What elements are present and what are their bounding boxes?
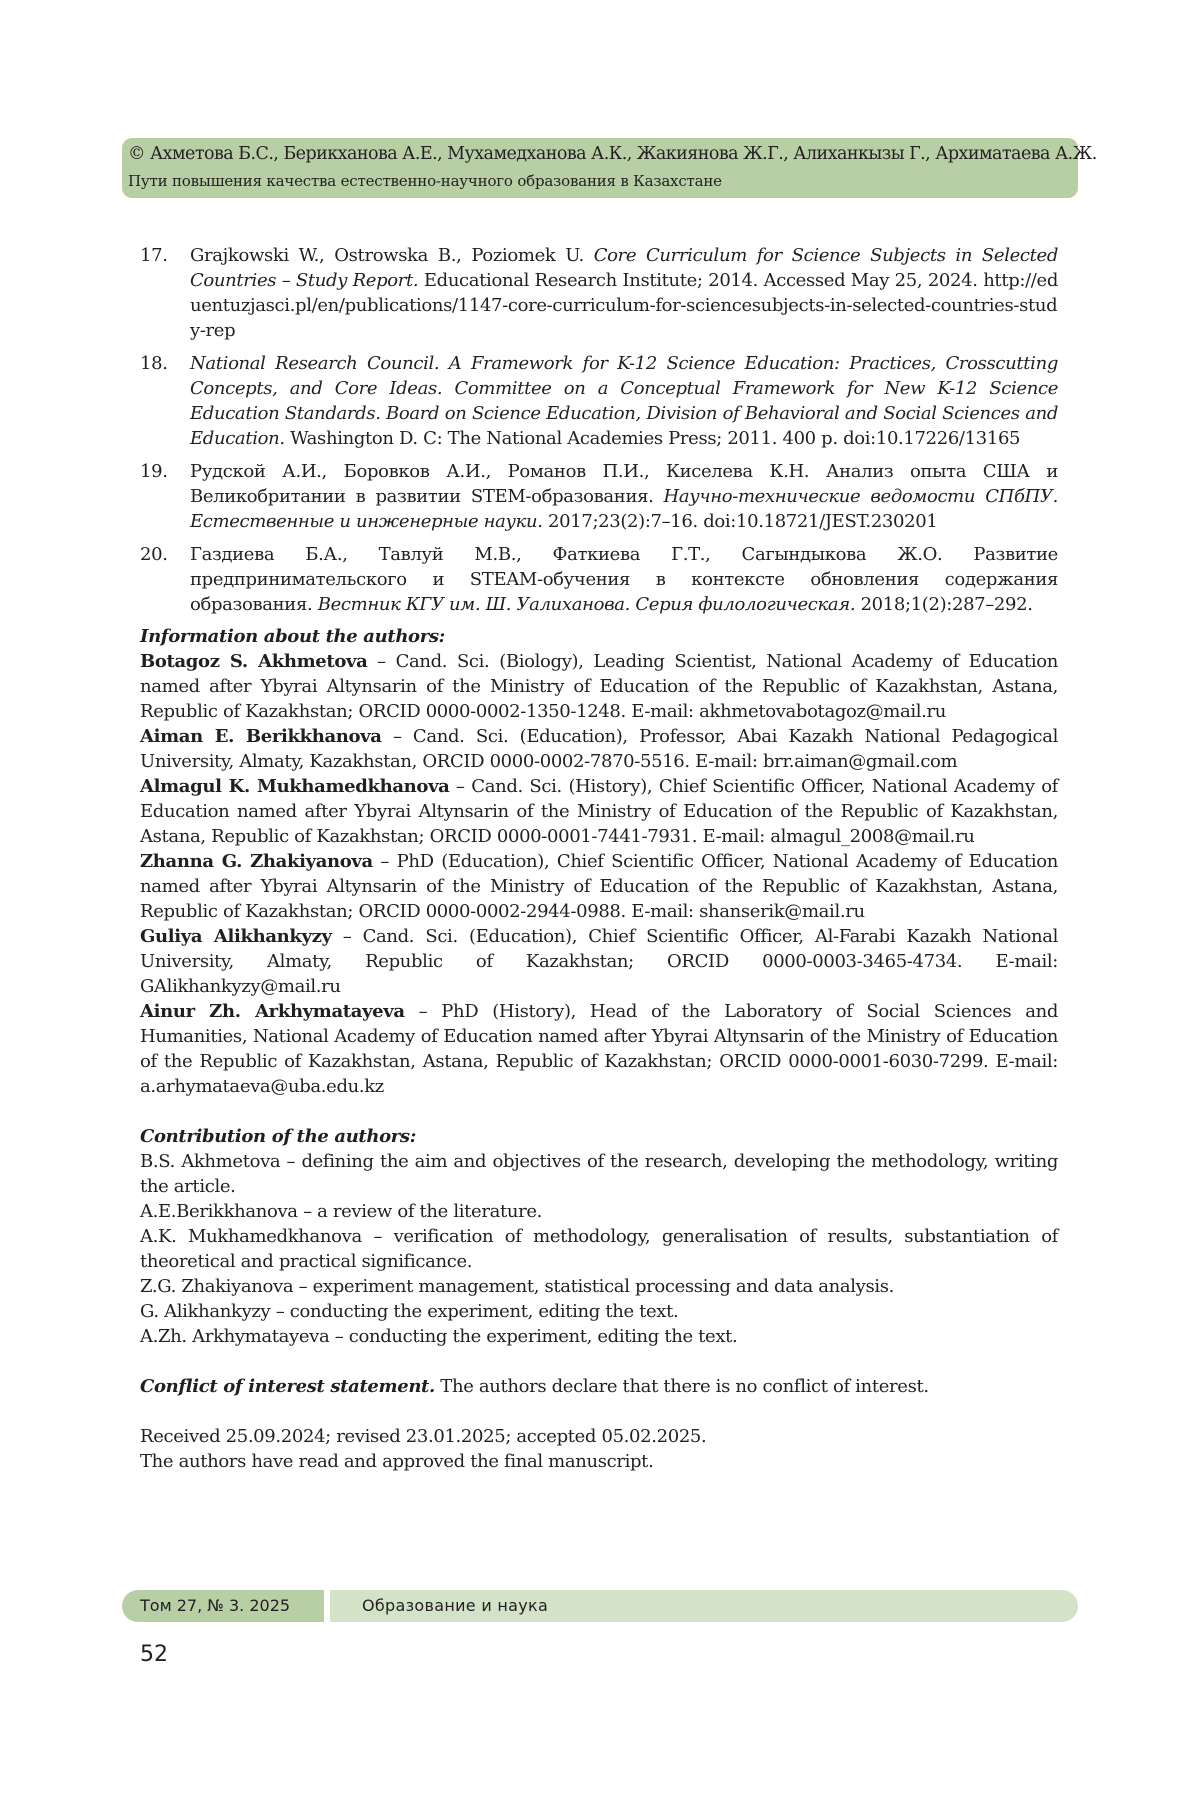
running-header [122, 138, 1097, 198]
author-details: – Cand. Sci. (Education), Professor, Abai Kazakh National Pedagogical University, Almaty, Kazakhstan, ORCID 0000-0002-7870-5516. E-mail: brr.aiman@gmail.com [140, 726, 1059, 772]
author-details: – PhD (Education), Chief Scientific Officer, National Academy of Education named after Ybyrai Altynsarin of the Ministry of Education of the Republic of Kazakhstan, Astana, Republic of Kazakhstan; ORCID 0000-0002-2944-0988. E-mail: shanserik@mail.ru [140, 851, 1059, 922]
reference-segment: Washington D. C: The National Academies Press; 2011. 400 p. doi:10.17226/13165 [284, 428, 1021, 449]
reference-item [140, 459, 1058, 534]
reference-item [140, 243, 1058, 343]
reference-text [190, 351, 1058, 451]
reference-number: 17. [140, 245, 168, 266]
reference-source-italic: National Research Council. A Framework for K-12 Science Education: Practices, Crosscutting Concepts, and Core Ideas. Committee on a Conceptual Framework for New K-12 Science Education Standards. Board on Science Education, Division of Behavioral and Social Sciences and Education. [190, 353, 1058, 449]
section-spacer [140, 1399, 1058, 1424]
contribution-item: Z.G. Zhakiyanova – experiment management, statistical processing and data analysis. [140, 1276, 895, 1297]
reference-segment: Рудской А.И., Боровков А.И., Романов П.И., Киселева К.Н. Анализ опыта США и Великобритании в развитии STEM-образования. [190, 461, 1058, 507]
reference-url[interactable]: http://eduentuzjasci.pl/en/publications/1147-core-curriculum-for-sciencesubjects-in-selected-countries-study-rep [190, 270, 1058, 341]
authors-info-list [140, 649, 1058, 1099]
header-article-title: Пути повышения качества естественно-научного образования в Казахстане [128, 172, 722, 190]
reference-source-italic: Core Curriculum for Science Subjects in Selected Countries – Study Report. [190, 245, 1058, 291]
reference-item [140, 542, 1058, 617]
section-spacer [140, 1099, 1058, 1124]
author-entry [140, 649, 1058, 724]
reference-segment: Grajkowski W., Ostrowska B., Poziomek U. [190, 245, 594, 266]
reference-text [190, 243, 1058, 343]
author-name: Guliya Alikhankyzy [140, 926, 332, 947]
contribution-item: A.E.Berikkhanova – a review of the literature. [140, 1201, 543, 1222]
author-entry [140, 849, 1058, 924]
author-details: – Cand. Sci. (Biology), Leading Scientist, National Academy of Education named after Ybyrai Altynsarin of the Ministry of Education of the Republic of Kazakhstan, Astana, Republic of Kazakhstan; ORCID 0000-0002-1350-1248. E-mail: akhmetovabotagoz@mail.ru [140, 651, 1059, 722]
author-entry [140, 774, 1058, 849]
contribution-list [140, 1149, 1058, 1349]
author-entry [140, 924, 1058, 999]
reference-source-italic: Вестник КГУ им. Ш. Уалиханова. Серия филологическая. [317, 594, 856, 615]
reference-number: 18. [140, 353, 168, 374]
reference-segment: Газдиева Б.А., Тавлуй М.В., Фаткиева Г.Т., Сагындыкова Ж.О. Развитие предпринимательского и STEAM-обучения в контексте обновления содержания образования. [190, 544, 1058, 615]
reference-number: 20. [140, 544, 168, 565]
author-name: Almagul K. Mukhamedkhanova [140, 776, 450, 797]
article-back-matter [140, 624, 1058, 1474]
author-details: – Cand. Sci. (History), Chief Scientific Officer, National Academy of Education named after Ybyrai Altynsarin of the Ministry of Education of the Republic of Kazakhstan, Astana, Republic of Kazakhstan; ORCID 0000-0001-7441-7931. E-mail: almagul_2008@mail.ru [140, 776, 1058, 847]
reference-source-italic: Научно-технические ведомости СПбПУ. Естественные и инженерные науки. [190, 486, 1059, 532]
reference-segment: Educational Research Institute; 2014. Accessed May 25, 2024. [418, 270, 984, 291]
author-entry [140, 724, 1058, 774]
section-spacer [140, 1349, 1058, 1374]
footer-volume: Том 27, № 3. 2025 [122, 1590, 324, 1622]
author-entry [140, 999, 1058, 1099]
reference-number: 19. [140, 461, 168, 482]
contribution-item: A.K. Mukhamedkhanova – verification of methodology, generalisation of results, substantiation of theoretical and practical significance. [140, 1226, 1058, 1272]
author-name: Botagoz S. Akhmetova [140, 651, 368, 672]
reference-item [140, 351, 1058, 451]
reference-segment: 2017;23(2):7–16. doi:10.18721/JEST.230201 [542, 511, 938, 532]
conflict-heading: Conflict of interest statement. [140, 1376, 435, 1397]
authors-info-heading: Information about the authors: [140, 626, 445, 647]
footer-journal-name: Образование и наука [330, 1590, 1078, 1622]
reference-text [190, 459, 1058, 534]
reference-list [140, 243, 1058, 625]
author-name: Ainur Zh. Arkhymatayeva [140, 1001, 405, 1022]
contribution-heading: Contribution of the authors: [140, 1126, 416, 1147]
author-name: Aiman E. Berikkhanova [140, 726, 382, 747]
received-dates: Received 25.09.2024; revised 23.01.2025; accepted 05.02.2025. [140, 1426, 707, 1447]
author-name: Zhanna G. Zhakiyanova [140, 851, 373, 872]
author-details: – PhD (History), Head of the Laboratory of Social Sciences and Humanities, National Academy of Education named after Ybyrai Altynsarin of the Ministry of Education of the Republic of Kazakhstan, Astana, Republic of Kazakhstan; ORCID 0000-0001-6030-7299. E-mail: a.arhymataeva@uba.edu.kz [140, 1001, 1059, 1097]
approval-note: The authors have read and approved the final manuscript. [140, 1451, 654, 1472]
contribution-item: G. Alikhankyzy – conducting the experiment, editing the text. [140, 1301, 679, 1322]
contribution-item: B.S. Akhmetova – defining the aim and objectives of the research, developing the methodology, writing the article. [140, 1151, 1058, 1197]
conflict-statement [140, 1374, 1058, 1399]
reference-text [190, 542, 1058, 617]
header-authors: © Ахметова Б.С., Берикханова А.Е., Мухамедханова А.К., Жакиянова Ж.Г., Алиханкызы Г., Архиматаева А.Ж. [128, 144, 1097, 164]
reference-segment: 2018;1(2):287–292. [855, 594, 1033, 615]
author-details: – Cand. Sci. (Education), Chief Scientific Officer, Al-Farabi Kazakh National University, Almaty, Republic of Kazakhstan; ORCID 0000-0003-3465-4734. E-mail: GAlikhankyzy@mail.ru [140, 926, 1058, 997]
page-number: 52 [140, 1642, 168, 1667]
conflict-text: The authors declare that there is no conflict of interest. [434, 1376, 929, 1397]
contribution-item: A.Zh. Arkhymatayeva – conducting the experiment, editing the text. [140, 1326, 738, 1347]
